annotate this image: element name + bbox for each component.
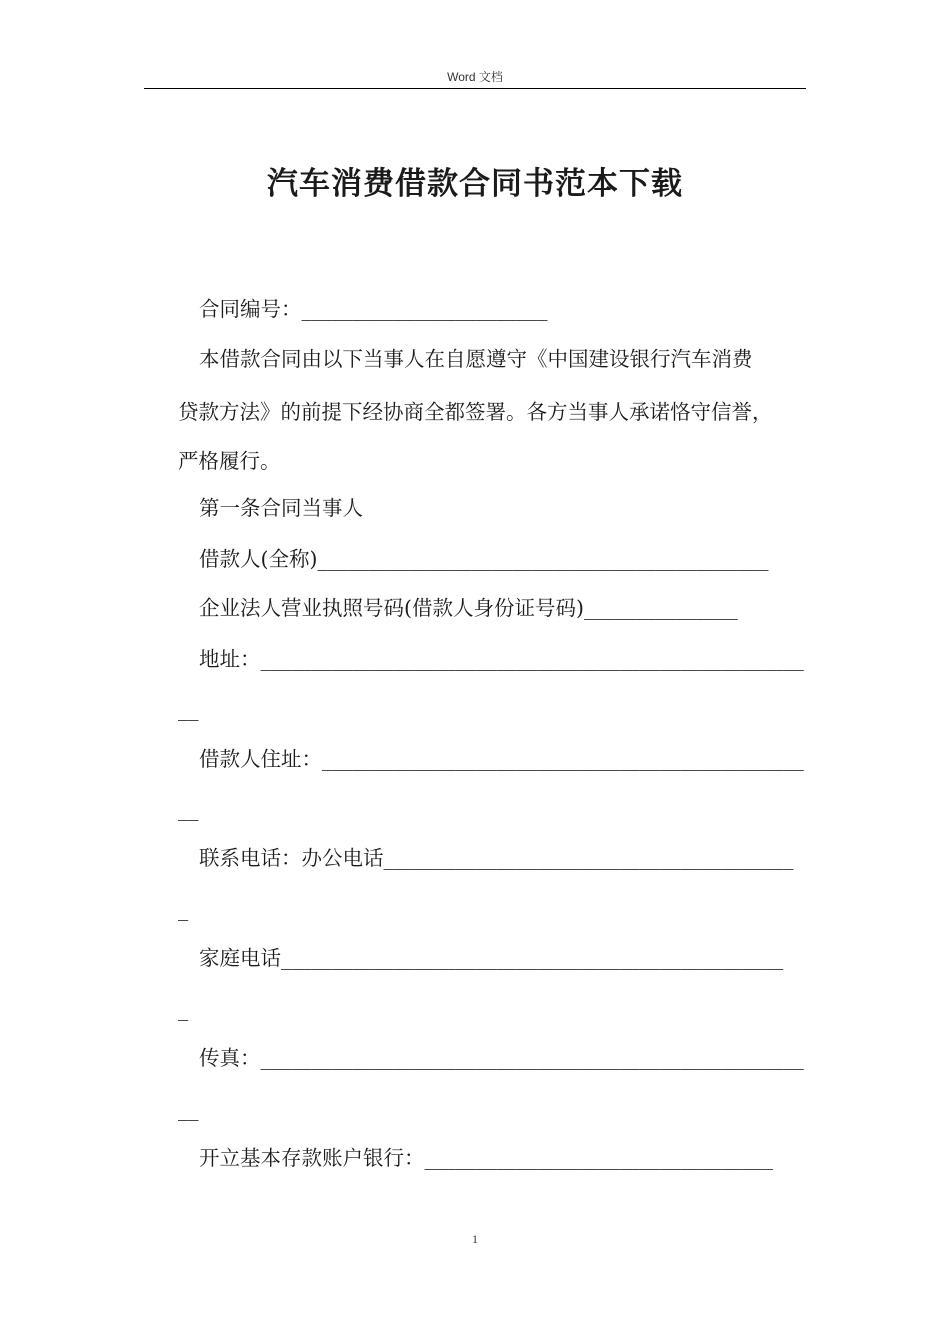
residence-field: 借款人住址：_______________________________________________	[199, 747, 804, 771]
page-number: 1	[472, 1232, 478, 1246]
home-phone-field: 家庭电话_________________________________________________	[199, 946, 784, 970]
page-header: Word 文档	[447, 70, 503, 84]
address-field-continuation: __	[178, 697, 199, 721]
borrower-name-field: 借款人(全称)____________________________________________	[199, 547, 769, 571]
intro-paragraph-line-1: 本借款合同由以下当事人在自愿遵守《中国建设银行汽车消费	[199, 347, 753, 371]
office-phone-field: 联系电话：办公电话________________________________________	[199, 846, 794, 870]
fax-field-continuation: __	[178, 1097, 199, 1121]
license-number-field: 企业法人营业执照号码(借款人身份证号码)_______________	[199, 596, 738, 620]
address-field: 地址：_____________________________________________________	[199, 647, 804, 671]
office-phone-field-continuation: _	[178, 897, 189, 921]
intro-paragraph-line-2: 贷款方法》的前提下经协商全都签署。各方当事人承诺恪守信誉，	[178, 400, 773, 424]
article-1-heading: 第一条合同当事人	[199, 496, 363, 520]
home-phone-field-continuation: _	[178, 997, 189, 1021]
contract-number-line: 合同编号：________________________	[199, 297, 548, 321]
residence-field-continuation: __	[178, 797, 199, 821]
fax-field: 传真：_____________________________________________________	[199, 1046, 804, 1070]
document-title: 汽车消费借款合同书范本下载	[267, 166, 683, 202]
bank-account-field: 开立基本存款账户银行：__________________________________	[199, 1146, 773, 1170]
intro-paragraph-line-3: 严格履行。	[178, 449, 281, 473]
header-divider	[144, 88, 806, 89]
